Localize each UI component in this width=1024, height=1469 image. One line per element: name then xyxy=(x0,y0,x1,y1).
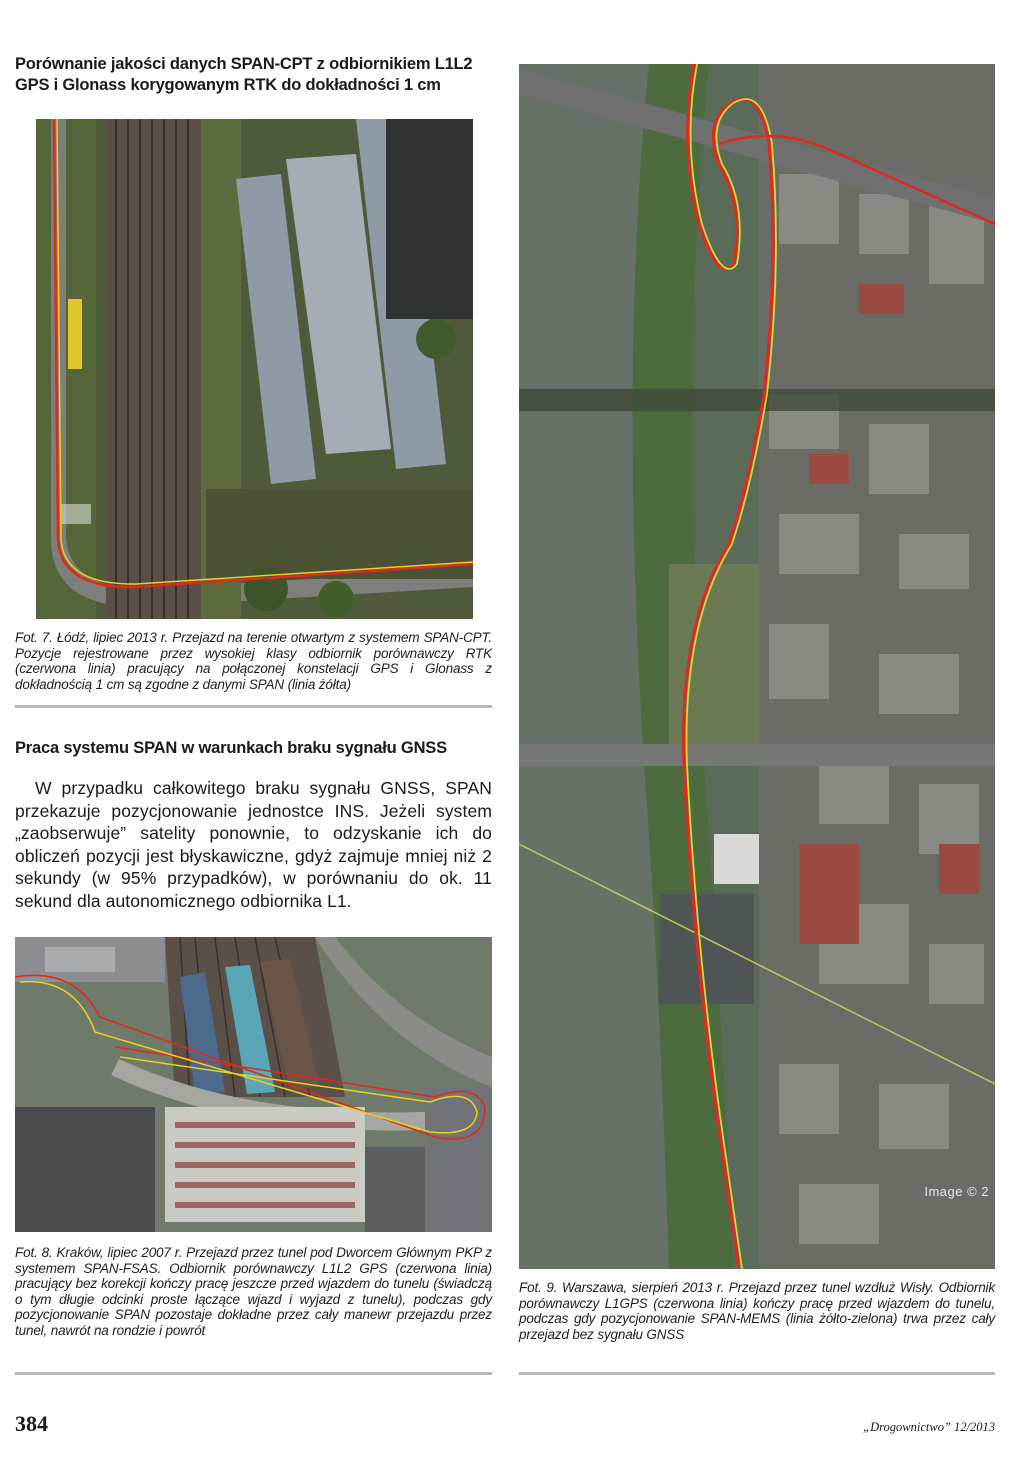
fig8-caption: Fot. 8. Kraków, lipiec 2007 r. Przejazd przez tunel pod Dworcem Głównym PKP z systemem SPAN-FSAS. Odbiornik porównawczy L1L2 GPS (czerwona linia) pracujący bez korekcji kończy pracę jeszcze przed wjazdem do tunelu (świadczą o tym długie odcinki proste łączące wjazd i wyjazd z tunelu), podczas gdy pozycjonowanie SPAN pozostaje dokładne przez cały manewr przejazdu przez tunel, nawrót na rondzie i powrót xyxy=(15,1245,492,1338)
fig7-photo xyxy=(36,119,473,619)
section1-title-line2: GPS i Glonass korygowanym RTK do dokładności 1 cm xyxy=(15,76,441,94)
divider xyxy=(519,1372,995,1375)
fig7-caption: Fot. 7. Łódź, lipiec 2013 r. Przejazd na terenie otwartym z systemem SPAN-CPT. Pozycje rejestrowane przez wysokiej klasy odbiornik porównawczy RTK (czerwona linia) pracujący na połączonej konstelacji GPS i Glonass z dokładnością 1 cm są zgodne z danymi SPAN (linia żółta) xyxy=(15,630,492,692)
fig9-photo xyxy=(519,64,995,1269)
section2-title: Praca systemu SPAN w warunkach braku sygnału GNSS xyxy=(15,739,447,757)
fig9-watermark: Image © 2 xyxy=(924,1184,989,1199)
page-number: 384 xyxy=(15,1411,48,1436)
divider xyxy=(15,1372,492,1375)
section1-title-line1: Porównanie jakości danych SPAN-CPT z odbiornikiem L1L2 xyxy=(15,55,473,73)
section2-paragraph xyxy=(15,777,492,912)
fig8-photo xyxy=(15,937,492,1232)
section1-title xyxy=(15,54,495,96)
magazine-issue: „Drogownictwo” 12/2013 xyxy=(863,1420,995,1434)
divider xyxy=(15,705,492,708)
fig9-caption: Fot. 9. Warszawa, sierpień 2013 r. Przejazd przez tunel wzdłuż Wisły. Odbiornik porównawczy L1GPS (czerwona linia) kończy pracę przed wjazdem do tunelu, podczas gdy pozycjonowanie SPAN-MEMS (linia żółto-zielona) trwa przez cały przejazd bez sygnału GNSS xyxy=(519,1280,995,1342)
section2-paragraph-text: W przypadku całkowitego braku sygnału GNSS, SPAN przekazuje pozycjonowanie jednostce INS. Jeżeli system „zaobserwuje” satelity ponownie, to odzyskanie ich do obliczeń pozycji jest błyskawiczne, gdyż zajmuje mniej niż 2 sekundy (w 95% przypadków), w porównaniu do ok. 11 sekund dla autonomicznego odbiornika L1. xyxy=(15,778,492,911)
